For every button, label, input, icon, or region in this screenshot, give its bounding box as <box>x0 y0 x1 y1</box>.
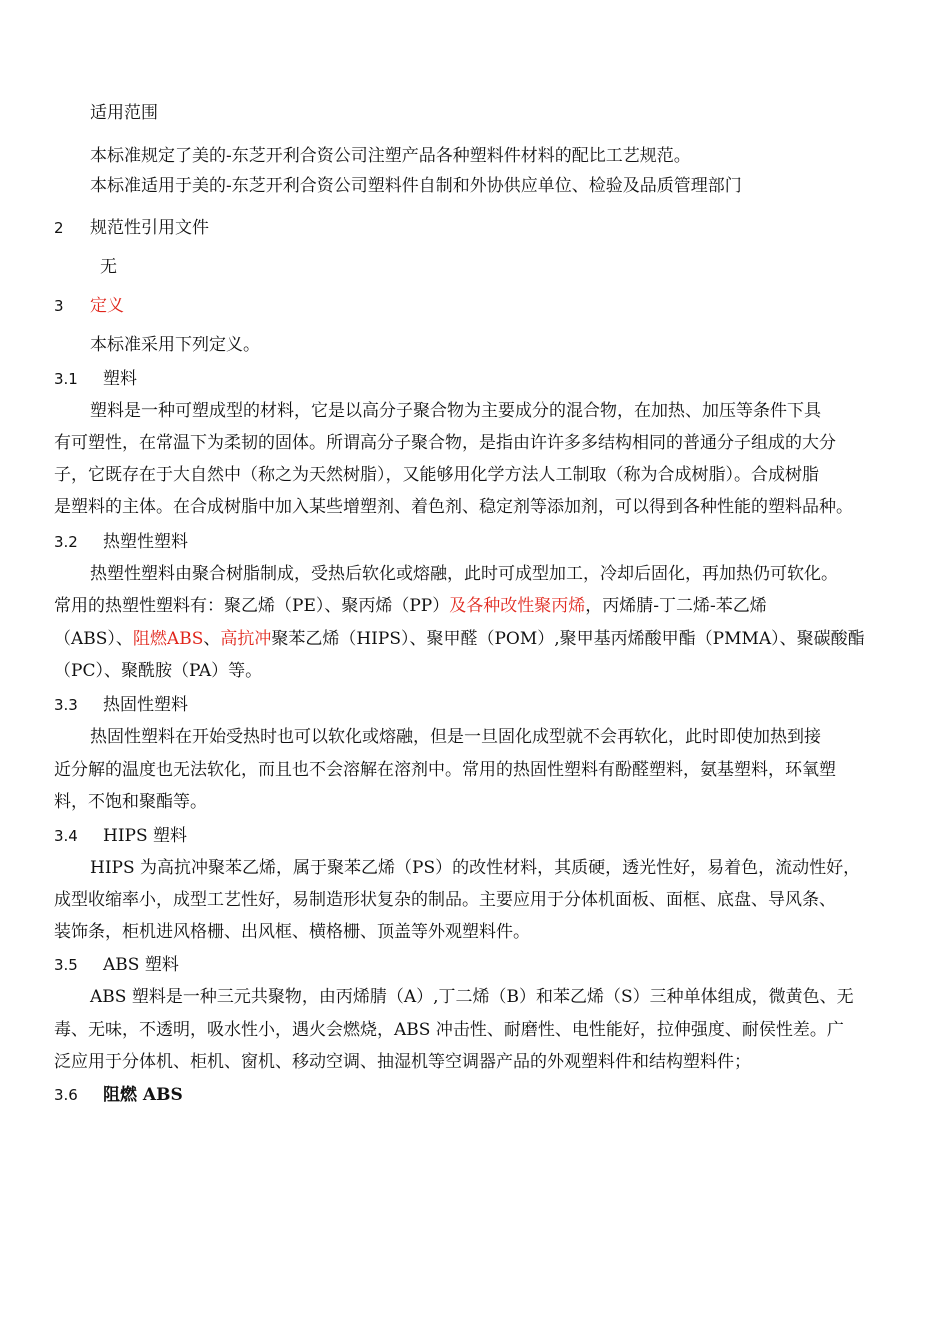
section-3-2-line-3-c: 、 <box>203 629 221 649</box>
section-3-5-line-1: ABS 塑料是一种三元共聚物，由丙烯腈（A）,丁二烯（B）和苯乙烯（S）三种单体组成，微黄色、无 <box>90 987 854 1007</box>
modified-pp-highlight: 及各种改性聚丙烯 <box>449 596 586 616</box>
section-3-3-line-1: 热固性塑料在开始受热时也可以软化或熔融，但是一旦固化成型就不会再软化，此时即使加热到接 <box>90 727 821 747</box>
flame-retardant-abs-highlight: 阻燃ABS <box>132 629 204 649</box>
section-3-2-line-4: （PC）、聚酰胺（PA）等。 <box>54 661 263 681</box>
section-2-number: 2 <box>54 219 64 237</box>
section-3-1-line-1: 塑料是一种可塑成型的材料，它是以高分子聚合物为主要成分的混合物，在加热、加压等条件下具 <box>90 401 821 421</box>
section-2-body: 无 <box>100 257 117 277</box>
section-3-4-number: 3.4 <box>54 827 78 845</box>
section-1-title: 适用范围 <box>90 103 158 123</box>
section-3-5-title: ABS 塑料 <box>103 955 179 975</box>
section-3-3-number: 3.3 <box>54 696 78 714</box>
section-3-6-number: 3.6 <box>54 1086 78 1104</box>
section-3-2-line-3-a: （ABS）、 <box>54 629 133 649</box>
section-3-3-line-3: 料，不饱和聚酯等。 <box>54 792 207 812</box>
section-3-1-title: 塑料 <box>103 369 137 389</box>
high-impact-highlight: 高抗冲 <box>220 629 272 649</box>
section-3-5-line-3: 泛应用于分体机、柜机、窗机、移动空调、抽湿机等空调器产品的外观塑料件和结构塑料件； <box>54 1052 751 1072</box>
section-3-4-line-1: HIPS 为高抗冲聚苯乙烯，属于聚苯乙烯（PS）的改性材料，其质硬，透光性好，易着色，流动性好， <box>90 858 861 878</box>
section-3-1-line-4: 是塑料的主体。在合成树脂中加入某些增塑剂、着色剂、稳定剂等添加剂，可以得到各种性能的塑料品种。 <box>54 497 853 517</box>
section-3-2-title: 热塑性塑料 <box>103 532 188 552</box>
section-3-2-line-2 <box>54 593 767 619</box>
section-3-3-title: 热固性塑料 <box>103 695 188 715</box>
section-3-2-number: 3.2 <box>54 533 78 551</box>
section-3-intro: 本标准采用下列定义。 <box>90 335 260 355</box>
section-3-5-line-2: 毒、无味，不透明，吸水性小，遇火会燃烧，ABS 冲击性、耐磨性、电性能好，拉伸强度、耐侯性差。广 <box>54 1020 844 1040</box>
section-3-4-line-3: 装饰条，柜机进风格栅、出风框、横格栅、顶盖等外观塑料件。 <box>54 922 530 942</box>
section-3-2-line-2-a: 常用的热塑性塑料有：聚乙烯（PE）、聚丙烯（PP） <box>54 596 450 616</box>
section-3-number: 3 <box>54 297 64 315</box>
section-3-4-line-2: 成型收缩率小，成型工艺性好，易制造形状复杂的制品。主要应用于分体机面板、面框、底盘、导风条、 <box>54 890 836 910</box>
scope-paragraph-2: 本标准适用于美的-东芝开利合资公司塑料件自制和外协供应单位、检验及品质管理部门 <box>90 176 742 196</box>
section-3-4-title: HIPS 塑料 <box>103 826 188 846</box>
section-3-2-line-3 <box>54 626 865 652</box>
section-3-1-number: 3.1 <box>54 370 78 388</box>
section-3-3-line-2: 近分解的温度也无法软化，而且也不会溶解在溶剂中。常用的热固性塑料有酚醛塑料，氨基塑料，环氧塑 <box>54 760 836 780</box>
section-3-2-line-1: 热塑性塑料由聚合树脂制成，受热后软化或熔融，此时可成型加工，冷却后固化，再加热仍可软化。 <box>90 564 838 584</box>
section-3-2-line-3-e: 聚苯乙烯（HIPS）、聚甲醛（POM）,聚甲基丙烯酸甲酯（PMMA）、聚碳酸酯 <box>271 629 865 649</box>
section-3-1-line-3: 子，它既存在于大自然中（称之为天然树脂），又能够用化学方法人工制取（称为合成树脂）。合成树脂 <box>54 465 819 485</box>
section-3-2-line-2-c: ，丙烯腈-丁二烯-苯乙烯 <box>585 596 767 616</box>
section-2-title: 规范性引用文件 <box>90 218 209 238</box>
section-3-6-title: 阻燃 ABS <box>103 1085 183 1105</box>
section-3-1-line-2: 有可塑性，在常温下为柔韧的固体。所谓高分子聚合物，是指由许许多多结构相同的普通分子组成的大分 <box>54 433 836 453</box>
section-3-title: 定义 <box>90 296 124 316</box>
section-3-5-number: 3.5 <box>54 956 78 974</box>
scope-paragraph-1: 本标准规定了美的-东芝开利合资公司注塑产品各种塑料件材料的配比工艺规范。 <box>90 146 691 166</box>
